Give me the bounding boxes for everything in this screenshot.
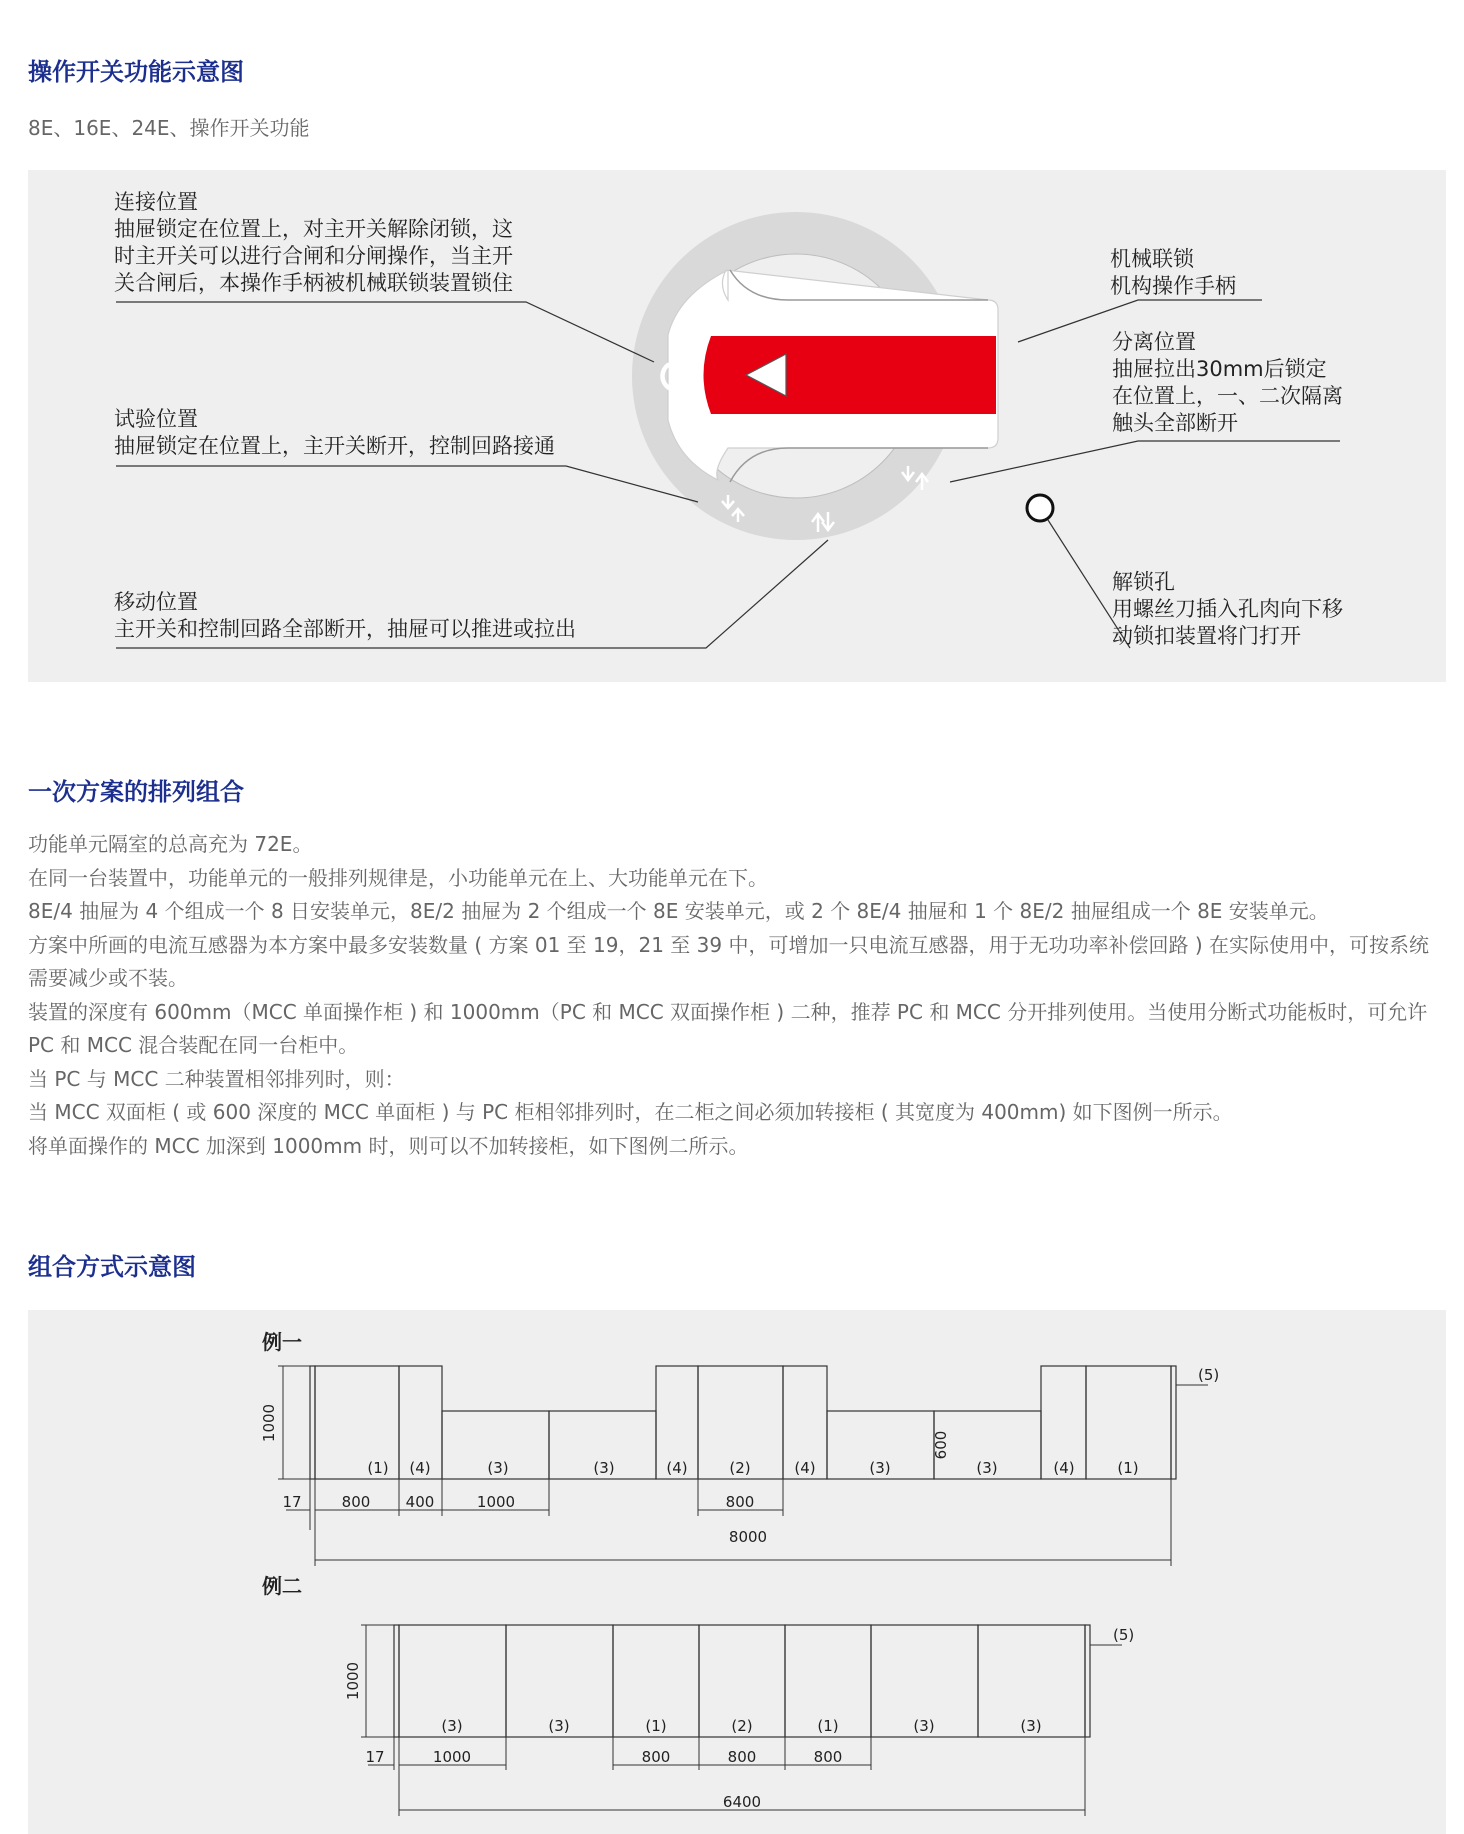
unit-label: (2) bbox=[729, 1459, 751, 1477]
unit-label: (4) bbox=[794, 1459, 816, 1477]
dimension-label: 800 bbox=[725, 1493, 755, 1511]
unit-label: (3) bbox=[1020, 1717, 1042, 1735]
unit-label: (2) bbox=[731, 1717, 753, 1735]
total-width-label: 6400 bbox=[722, 1793, 762, 1811]
paragraph: 方案中所画的电流互感器为本方案中最多安装数量 ( 方案 01 至 19，21 至 39 中，可增加一只电流互感器，用于无功功率补偿回路 ) 在实际使用中，可按系统需要减少或不装。 bbox=[28, 932, 1429, 990]
dimension-label: 800 bbox=[727, 1748, 757, 1766]
marker-label: (5) bbox=[1113, 1626, 1135, 1644]
unit-label: (4) bbox=[1053, 1459, 1075, 1477]
unit-label: (1) bbox=[367, 1459, 389, 1477]
marker-label: (5) bbox=[1198, 1366, 1220, 1384]
dimension-label: 800 bbox=[813, 1748, 843, 1766]
combination-diagram bbox=[28, 1310, 1446, 1834]
dimension-label: 1000 bbox=[476, 1493, 516, 1511]
unit-label: (1) bbox=[817, 1717, 839, 1735]
dimension-label: 17 bbox=[365, 1748, 385, 1766]
paragraph: 将单面操作的 MCC 加深到 1000mm 时，则可以不加转接柜，如下图例二所示。 bbox=[28, 1133, 749, 1158]
dimension-label: 1000 bbox=[432, 1748, 472, 1766]
dimension-label: 800 bbox=[341, 1493, 371, 1511]
unit-label: (4) bbox=[409, 1459, 431, 1477]
switch-diagram-panel bbox=[28, 170, 1446, 682]
arrangement-text bbox=[28, 828, 1446, 1163]
label-connect-position: 连接位置 抽屉锁定在位置上，对主开关解除闭锁，这 时主开关可以进行合闸和分闸操作，当主开 关合闸后，本操作手柄被机械联锁装置锁住 bbox=[114, 190, 513, 295]
combination-diagram-panel bbox=[28, 1310, 1446, 1834]
label-test-position: 试验位置 抽屉锁定在位置上，主开关断开，控制回路接通 bbox=[114, 407, 555, 458]
paragraph: 8E/4 抽屉为 4 个组成一个 8 日安装单元，8E/2 抽屉为 2 个组成一个 8E 安装单元，或 2 个 8E/4 抽屉和 1 个 8E/2 抽屉组成一个 8E 安装单元。 bbox=[28, 899, 1329, 923]
unit-label: (3) bbox=[869, 1459, 891, 1477]
section-subtitle-switch: 8E、16E、24E、操作开关功能 bbox=[28, 116, 310, 140]
unit-label: (3) bbox=[593, 1459, 615, 1477]
example1-height-label: 1000 bbox=[260, 1403, 278, 1443]
unit-label: (3) bbox=[441, 1717, 463, 1735]
section-title-switch: 操作开关功能示意图 bbox=[28, 58, 244, 86]
label-mechanical-interlock: 机械联锁 机构操作手柄 bbox=[1110, 247, 1236, 298]
example1-title: 例一 bbox=[262, 1330, 302, 1354]
label-unlock-hole: 解锁孔 用螺丝刀插入孔肉向下移 动锁扣装置将门打开 bbox=[1112, 570, 1343, 648]
unit-label: (3) bbox=[976, 1459, 998, 1477]
dimension-label: 17 bbox=[282, 1493, 302, 1511]
label-move-position: 移动位置 主开关和控制回路全部断开，抽屉可以推进或拉出 bbox=[114, 590, 576, 641]
dimension-label: 400 bbox=[405, 1493, 435, 1511]
unit-label: (1) bbox=[1117, 1459, 1139, 1477]
unit-label: (3) bbox=[548, 1717, 570, 1735]
total-width-label: 8000 bbox=[728, 1528, 768, 1546]
unit-label: (3) bbox=[913, 1717, 935, 1735]
label-separate-position: 分离位置 抽屉拉出30mm后锁定 在位置上，一、二次隔离 触头全部断开 bbox=[1112, 330, 1343, 435]
paragraph: 装置的深度有 600mm（MCC 单面操作柜 ) 和 1000mm（PC 和 MCC 双面操作柜 ) 二种，推荐 PC 和 MCC 分开排列使用。当使用分断式功能板时，可允许 PC 和 MCC 混合装配在同一台柜中。 bbox=[28, 999, 1428, 1057]
section-title-combination: 组合方式示意图 bbox=[28, 1253, 196, 1281]
section-title-arrangement: 一次方案的排列组合 bbox=[28, 778, 244, 806]
unit-label: (3) bbox=[487, 1459, 509, 1477]
example2-height-label: 1000 bbox=[344, 1661, 362, 1701]
paragraph: 当 PC 与 MCC 二种装置相邻排列时，则： bbox=[28, 1066, 405, 1091]
paragraph: 在同一台装置中，功能单元的一般排列规律是，小功能单元在上、大功能单元在下。 bbox=[28, 865, 768, 890]
paragraph: 功能单元隔室的总高充为 72E。 bbox=[28, 832, 313, 856]
paragraph: 当 MCC 双面柜 ( 或 600 深度的 MCC 单面柜 ) 与 PC 柜相邻排列时，在二柜之间必须加转接柜 ( 其宽度为 400mm) 如下图例一所示。 bbox=[28, 1100, 1233, 1124]
example2-title: 例二 bbox=[262, 1574, 302, 1598]
unlock-hole-icon bbox=[1027, 495, 1053, 521]
unit-label: (4) bbox=[666, 1459, 688, 1477]
example1-inner-height-label: 600 bbox=[932, 1430, 950, 1460]
dimension-label: 800 bbox=[641, 1748, 671, 1766]
unit-label: (1) bbox=[645, 1717, 667, 1735]
